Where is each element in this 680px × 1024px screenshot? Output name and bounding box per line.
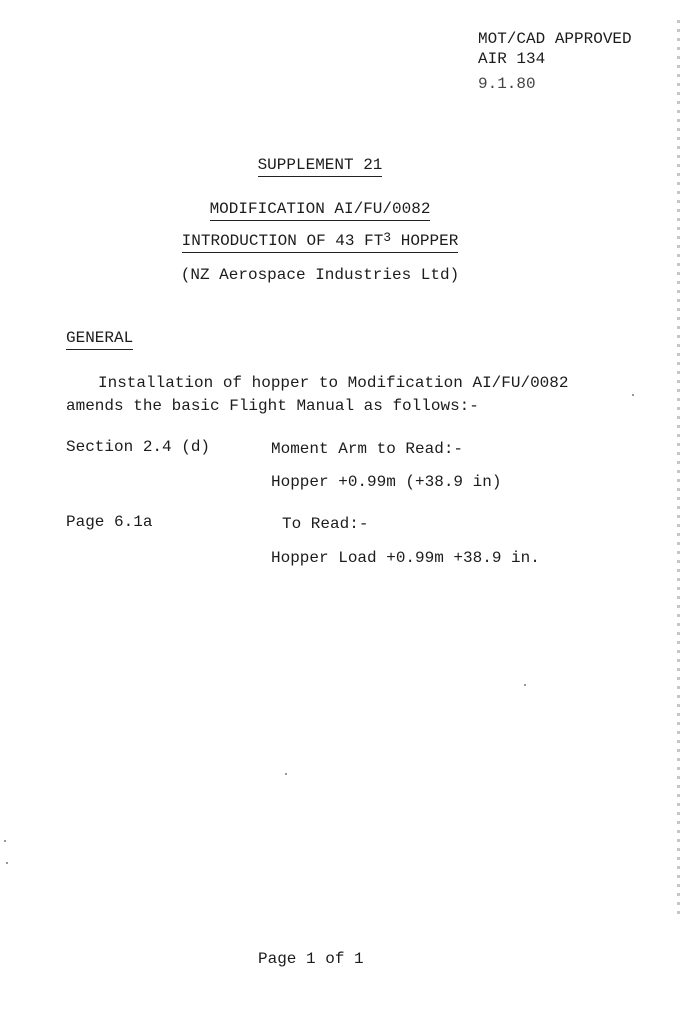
introduction-prefix: INTRODUCTION OF 43 FT xyxy=(181,232,384,250)
general-paragraph-line-2: amends the basic Flight Manual as follows:- xyxy=(66,397,479,415)
amendment-instruction: Moment Arm to Read:- xyxy=(271,440,464,458)
approval-line-2: AIR 134 xyxy=(478,50,546,68)
scan-speck xyxy=(6,862,8,864)
amendment-instruction: To Read:- xyxy=(282,515,369,533)
amendment-reference: Section 2.4 (d) xyxy=(66,438,211,456)
approval-date: 9.1.80 xyxy=(478,75,536,93)
general-heading: GENERAL xyxy=(66,329,133,350)
scan-speck xyxy=(524,684,526,686)
amendment-value: Hopper Load +0.99m +38.9 in. xyxy=(271,549,540,567)
introduction-title xyxy=(182,232,459,253)
supplement-title: SUPPLEMENT 21 xyxy=(258,156,383,177)
introduction-superscript: 3 xyxy=(383,230,392,245)
amendment-reference: Page 6.1a xyxy=(66,513,153,531)
introduction-suffix: HOPPER xyxy=(391,232,459,250)
company-name: (NZ Aerospace Industries Ltd) xyxy=(180,266,460,284)
scan-speck xyxy=(285,773,287,775)
page-number: Page 1 of 1 xyxy=(258,950,364,968)
modification-title: MODIFICATION AI/FU/0082 xyxy=(210,200,431,221)
amendment-value: Hopper +0.99m (+38.9 in) xyxy=(271,473,502,491)
scan-speck xyxy=(4,840,6,842)
general-paragraph-line-1: Installation of hopper to Modification AI/FU/0082 xyxy=(98,374,569,392)
scan-speck xyxy=(632,394,634,396)
approval-line-1: MOT/CAD APPROVED xyxy=(478,30,632,48)
